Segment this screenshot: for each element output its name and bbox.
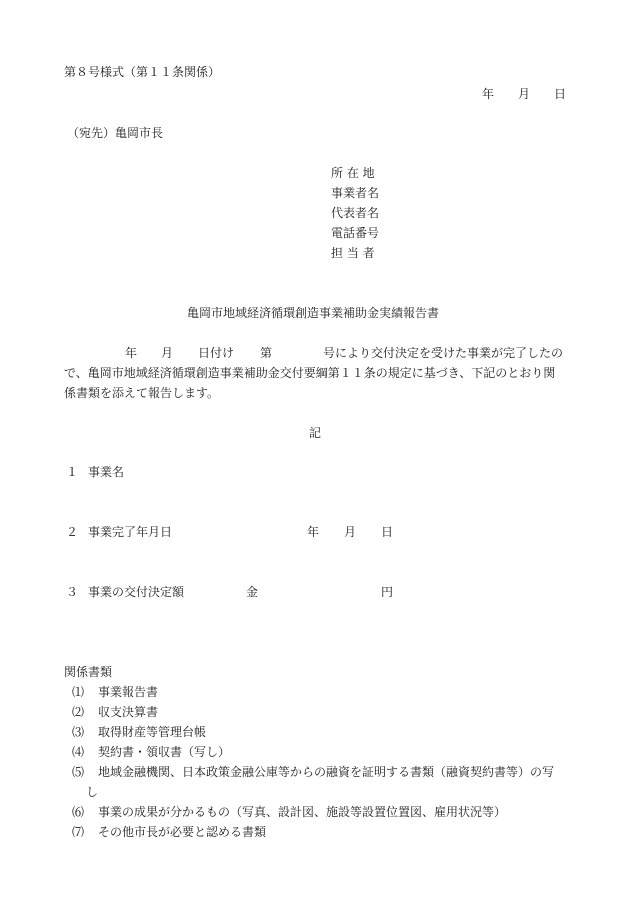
ki-marker: 記 (309, 426, 322, 440)
item-2-label: 事業完了年月日 (88, 525, 173, 539)
related-doc-5 (72, 766, 554, 778)
related-doc-1 (72, 686, 158, 698)
item-3-prefix: 金 (246, 585, 259, 599)
item-1-number: １ (66, 465, 79, 479)
related-doc-5-text: 地域金融機関、日本政策金融公庫等からの融資を証明する書類（融資契約書等）の写 (98, 765, 555, 779)
form-label: 第８号様式（第１１条関係） (64, 65, 221, 79)
item-2-day: 日 (381, 525, 394, 539)
intro-no-prefix: 第 (260, 346, 273, 360)
item-2-month: 月 (344, 525, 357, 539)
field-address: 所 在 地 (331, 166, 375, 180)
related-doc-7-text: その他市長が必要と認める書類 (98, 825, 267, 839)
item-2-number: ２ (66, 525, 79, 539)
related-doc-3 (72, 726, 206, 738)
related-doc-5-number: ⑸ (72, 765, 85, 779)
item-2-year: 年 (307, 525, 320, 539)
addressee: （宛先）亀岡市長 (67, 126, 164, 140)
intro-dated: 日付け (198, 346, 235, 360)
related-doc-2 (72, 706, 158, 718)
field-business-name: 事業者名 (331, 186, 380, 200)
related-doc-3-text: 取得財産等管理台帳 (98, 725, 207, 739)
item-3-unit: 円 (381, 585, 394, 599)
intro-line-3: 係書類を添えて報告します。 (64, 386, 220, 400)
field-phone: 電話番号 (331, 226, 380, 240)
related-docs-heading: 関係書類 (64, 665, 113, 679)
related-doc-3-number: ⑶ (72, 725, 85, 739)
related-doc-2-number: ⑵ (72, 705, 85, 719)
submission-day: 日 (554, 87, 567, 101)
intro-year: 年 (125, 346, 138, 360)
field-contact: 担 当 者 (331, 246, 375, 260)
related-doc-6 (72, 806, 506, 818)
item-3-number: ３ (66, 585, 79, 599)
item-1-label: 事業名 (88, 465, 125, 479)
related-doc-1-number: ⑴ (72, 685, 85, 699)
intro-line-2: で、亀岡市地域経済循環創造事業補助金交付要綱第１１条の規定に基づき、下記のとおり関 (64, 366, 556, 380)
related-doc-7 (72, 826, 266, 838)
related-doc-4 (72, 746, 230, 758)
related-doc-1-text: 事業報告書 (98, 685, 159, 699)
related-doc-7-number: ⑺ (72, 825, 85, 839)
submission-month: 月 (518, 87, 531, 101)
related-doc-4-number: ⑷ (72, 745, 85, 759)
document-title: 亀岡市地域経済循環創造事業補助金実績報告書 (187, 306, 440, 320)
intro-month: 月 (161, 346, 174, 360)
item-3-label: 事業の交付決定額 (88, 585, 185, 599)
related-doc-5-continuation: し (86, 785, 99, 799)
related-doc-6-text: 事業の成果が分かるもの（写真、設計図、施設等設置位置図、雇用状況等） (98, 805, 507, 819)
related-doc-2-text: 収支決算書 (98, 705, 159, 719)
related-doc-6-number: ⑹ (72, 805, 85, 819)
related-doc-4-text: 契約書・領収書（写し） (98, 745, 231, 759)
submission-year: 年 (482, 87, 495, 101)
intro-line-1: 号により交付決定を受けた事業が完了したの (323, 346, 564, 360)
field-representative: 代表者名 (331, 206, 380, 220)
